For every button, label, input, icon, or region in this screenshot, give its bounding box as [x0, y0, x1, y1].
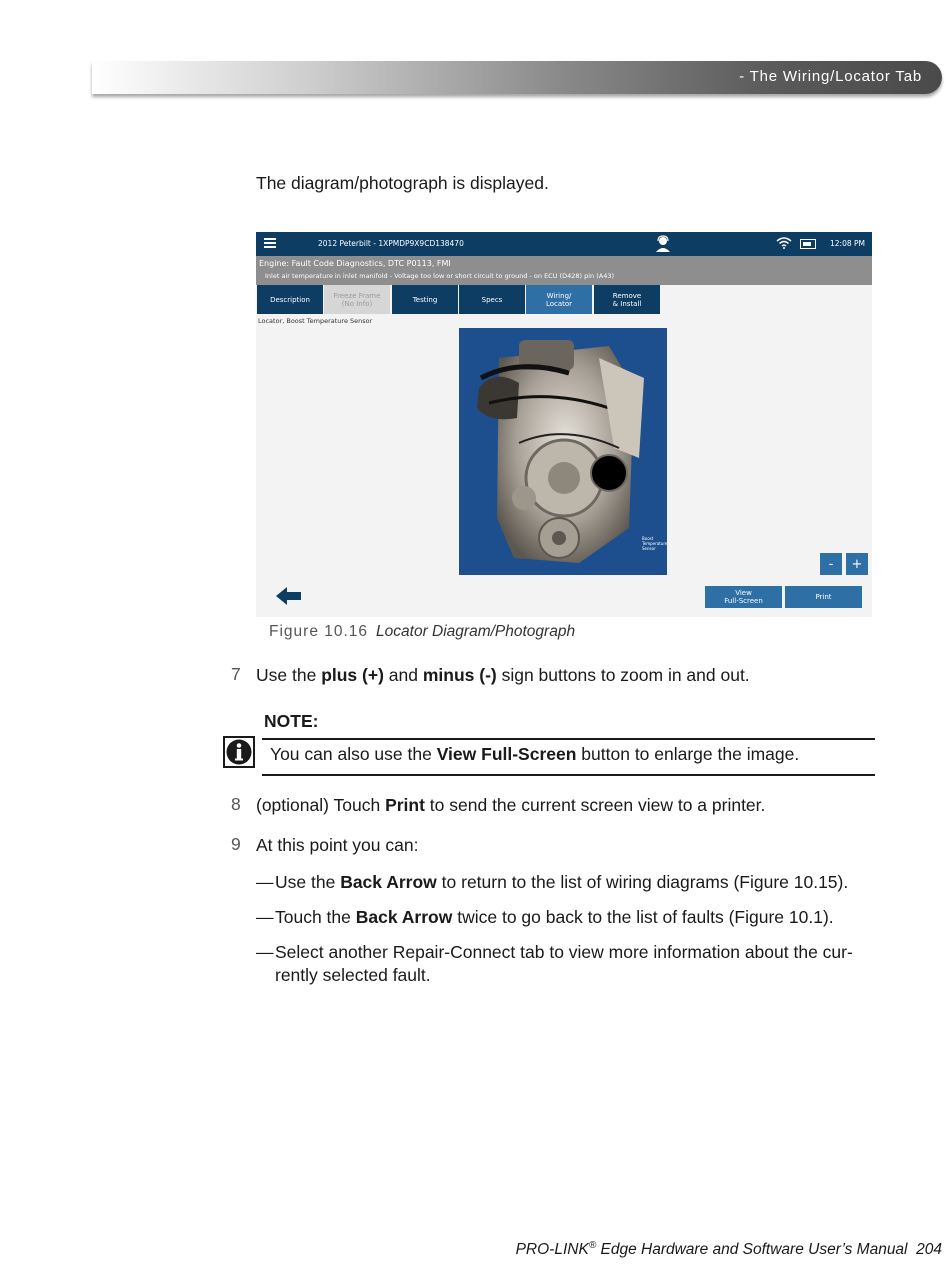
tab-description[interactable]: Description	[257, 285, 323, 314]
engine-photo	[459, 328, 667, 575]
zoom-out-button[interactable]: -	[820, 553, 842, 575]
step-number-7: 7	[231, 664, 241, 684]
battery-icon	[800, 239, 816, 249]
note-label: NOTE:	[264, 711, 319, 731]
figure-screenshot	[256, 232, 872, 617]
note-rule-top	[262, 738, 875, 740]
footer-brand: PRO-LINK	[515, 1241, 589, 1259]
fault-header	[256, 256, 872, 285]
fault-title: Engine: Fault Code Diagnostics, DTC P0113, FMI	[259, 259, 451, 268]
tab-wiring-locator[interactable]: Wiring/ Locator	[526, 285, 592, 314]
tab-specs[interactable]: Specs	[459, 285, 525, 314]
print-button[interactable]: Print	[785, 586, 862, 608]
step-number-8: 8	[231, 794, 241, 814]
section-title: - The Wiring/Locator Tab	[739, 68, 922, 85]
list-item: —Select another Repair-Connect tab to view more information about the cur-	[256, 942, 853, 962]
step-9-text: At this point you can:	[256, 835, 419, 855]
section-header-bar	[92, 61, 942, 94]
figure-title: Locator Diagram/Photograph	[376, 623, 576, 640]
engine-illustration	[459, 328, 667, 575]
figure-caption	[269, 623, 575, 641]
fault-description: Inlet air temperature in inlet manifold - Voltage too low or short circuit to ground - on ECU (D428) pin (A43)	[265, 272, 615, 280]
tab-testing[interactable]: Testing	[392, 285, 458, 314]
locator-caption: Locator, Boost Temperature Sensor	[258, 317, 373, 325]
photo-callout-label: Boost Temperature Sensor	[642, 536, 668, 551]
step-8-text: (optional) Touch Print to send the current screen view to a printer.	[256, 795, 766, 815]
figure-number: Figure 10.16	[269, 623, 369, 640]
info-icon	[223, 736, 255, 768]
back-arrow-icon[interactable]	[276, 587, 302, 605]
step-number-9: 9	[231, 834, 241, 854]
tab-remove-install[interactable]: Remove & Install	[594, 285, 660, 314]
list-item: —Touch the Back Arrow twice to go back to the list of faults (Figure 10.1).	[256, 907, 834, 927]
tab-freeze-frame[interactable]: Freeze Frame (No Info)	[324, 285, 390, 314]
app-top-bar	[256, 232, 872, 256]
list-item: —Use the Back Arrow to return to the list of wiring diagrams (Figure 10.15).	[256, 872, 849, 892]
clock-time: 12:08 PM	[830, 239, 865, 248]
list-item-continuation: rently selected fault.	[275, 965, 431, 985]
page-number: 204	[916, 1241, 942, 1259]
zoom-in-button[interactable]: +	[846, 553, 868, 575]
wifi-icon	[776, 237, 792, 249]
support-agent-icon[interactable]	[654, 235, 672, 253]
note-text: You can also use the View Full-Screen button to enlarge the image.	[270, 744, 800, 764]
view-fullscreen-button[interactable]: View Full-Screen	[705, 586, 782, 608]
footer-registered-mark: ®	[588, 1240, 597, 1251]
step-7-text: Use the plus (+) and minus (-) sign buttons to zoom in and out.	[256, 665, 750, 685]
intro-text: The diagram/photograph is displayed.	[256, 173, 549, 193]
page-footer	[516, 1240, 942, 1259]
footer-manual-title: Edge Hardware and Software User’s Manual	[596, 1241, 908, 1259]
vehicle-label: 2012 Peterbilt - 1XPMDP9X9CD138470	[318, 239, 464, 248]
note-rule-bottom	[262, 774, 875, 776]
menu-icon[interactable]	[264, 238, 276, 248]
